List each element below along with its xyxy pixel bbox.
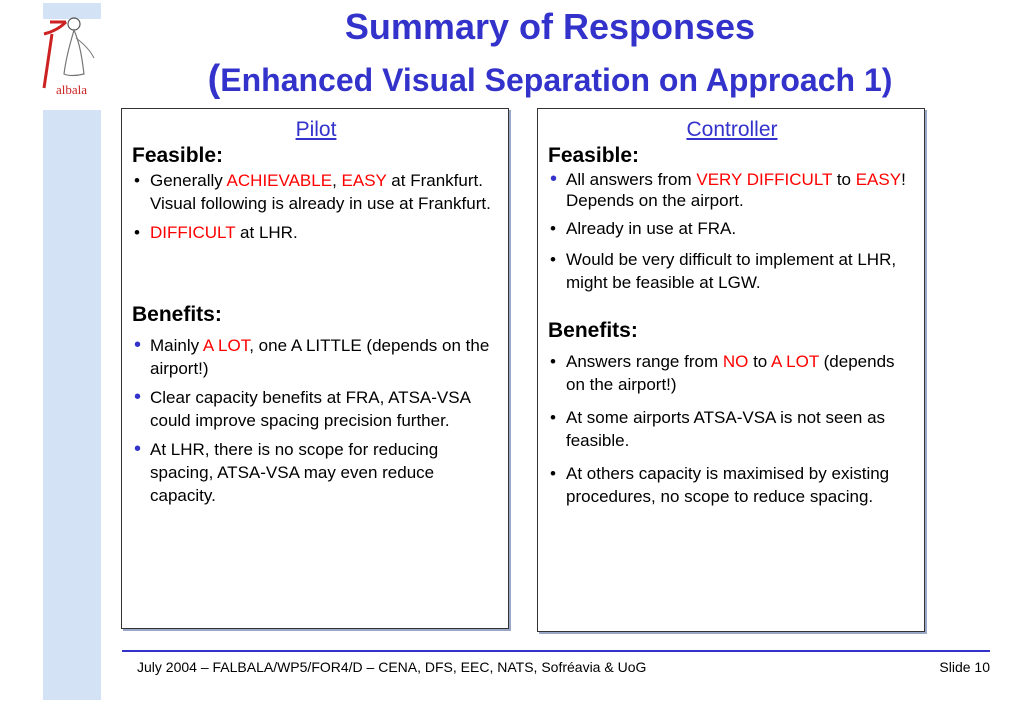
list-item: • Already in use at FRA. <box>548 217 916 240</box>
left-stripe <box>43 110 101 700</box>
slide-subtitle <box>110 56 990 103</box>
footer-text: July 2004 – FALBALA/WP5/FOR4/D – CENA, DFS, EEC, NATS, Sofréavia & UoG <box>137 659 647 675</box>
controller-benefits-list <box>548 350 916 508</box>
controller-feasible-list <box>548 169 916 294</box>
footer-divider <box>122 650 990 652</box>
list-item: • Would be very difficult to implement at LHR, might be feasible at LGW. <box>548 248 916 294</box>
list-item: • Clear capacity benefits at FRA, ATSA-VSA could improve spacing precision further. <box>132 386 500 432</box>
slide-title: Summary of Responses <box>344 6 756 47</box>
pilot-feasible-list <box>132 169 500 244</box>
list-item: • At LHR, there is no scope for reducing spacing, ATSA-VSA may even reduce capacity. <box>132 438 500 507</box>
pilot-panel <box>121 108 509 629</box>
list-item: • Answers range from NO to A LOT (depends on the airport!) <box>548 350 916 396</box>
slide-number: Slide 10 <box>939 659 990 675</box>
list-item: • DIFFICULT at LHR. <box>132 221 500 244</box>
controller-heading: Controller <box>686 118 778 141</box>
list-item: • Mainly A LOT, one A LITTLE (depends on the airport!) <box>132 334 500 380</box>
list-item: • All answers from VERY DIFFICULT to EASY! Depends on the airport. <box>548 169 916 211</box>
logo-text: albala <box>56 82 88 97</box>
subtitle-text: Enhanced Visual Separation on Approach 1) <box>220 62 893 98</box>
list-item: • At some airports ATSA-VSA is not seen as feasible. <box>548 406 916 452</box>
list-item: • Generally ACHIEVABLE, EASY at Frankfurt. Visual following is already in use at Frankfurt. <box>132 169 500 215</box>
controller-panel <box>537 108 925 632</box>
controller-feasible-heading: Feasible: <box>548 144 640 167</box>
list-item: • At others capacity is maximised by existing procedures, no scope to reduce spacing. <box>548 462 916 508</box>
subtitle-paren: ( <box>207 58 221 100</box>
pilot-benefits-heading: Benefits: <box>132 303 222 326</box>
pilot-feasible-heading: Feasible: <box>132 144 224 167</box>
pilot-heading: Pilot <box>295 118 337 141</box>
pilot-benefits-list <box>132 334 500 507</box>
controller-benefits-heading: Benefits: <box>548 319 638 342</box>
